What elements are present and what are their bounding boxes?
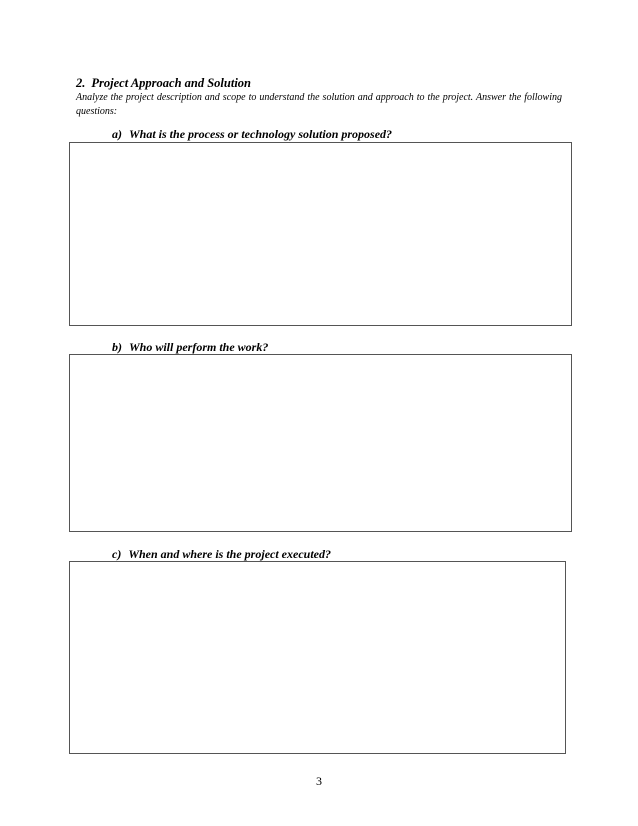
section-instructions: Analyze the project description and scope to understand the solution and approach to the project. Answer the following questions:: [76, 92, 562, 117]
section-number: 2.: [76, 76, 86, 90]
question-letter: c): [112, 547, 122, 561]
question-letter: a): [112, 127, 122, 141]
answer-box-c[interactable]: [69, 561, 566, 754]
section-heading: [76, 76, 251, 91]
answer-box-a[interactable]: [69, 142, 572, 326]
question-a: [112, 127, 392, 142]
question-letter: b): [112, 340, 122, 354]
question-text: Who will perform the work?: [129, 340, 269, 354]
answer-box-b[interactable]: [69, 354, 572, 532]
question-text: When and where is the project executed?: [128, 547, 331, 561]
page-number: 3: [316, 774, 322, 788]
section-title: Project Approach and Solution: [91, 76, 252, 90]
question-text: What is the process or technology solution proposed?: [129, 127, 393, 141]
question-c: [112, 547, 331, 562]
question-b: [112, 340, 268, 355]
